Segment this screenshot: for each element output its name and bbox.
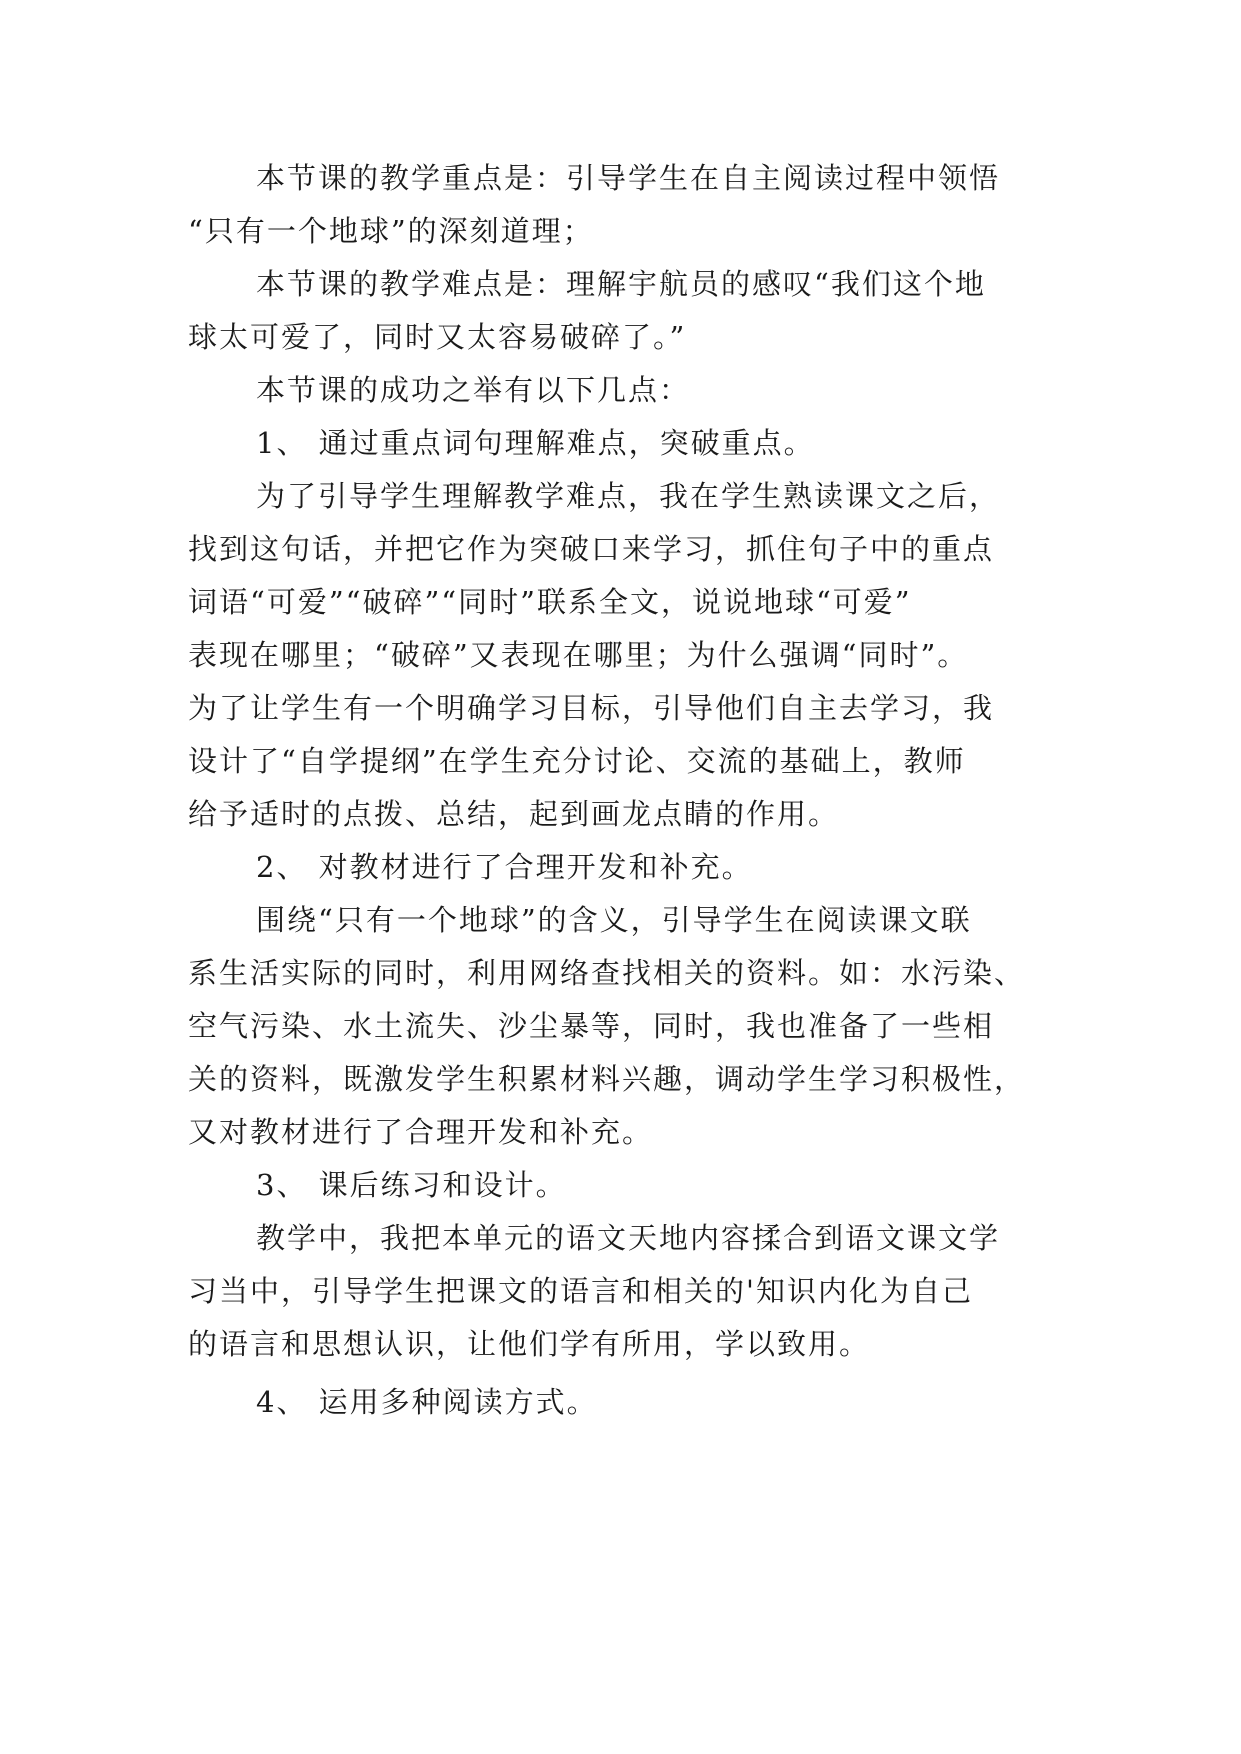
text-line: 关的资料，既激发学生积累材料兴趣，调动学生学习积极性，: [188, 1062, 1026, 1096]
text-line: 3、 课后练习和设计。: [256, 1168, 567, 1202]
text-line: 球太可爱了，同时又太容易破碎了。”: [188, 320, 687, 354]
text-line: 找到这句话，并把它作为突破口来学习，抓住句子中的重点: [188, 532, 995, 566]
text-line: 2、 对教材进行了合理开发和补充。: [256, 850, 753, 884]
text-line: 设计了“自学提纲”在学生充分讨论、交流的基础上，教师: [188, 744, 966, 778]
text-line: 为了引导学生理解教学难点，我在学生熟读课文之后，: [256, 479, 1001, 513]
text-line: 围绕“只有一个地球”的含义，引导学生在阅读课文联: [256, 903, 972, 937]
text-line: 又对教材进行了合理开发和补充。: [188, 1115, 654, 1149]
text-line: 本节课的成功之举有以下几点：: [256, 373, 691, 407]
text-line: 习当中，引导学生把课文的语言和相关的'知识内化为自己: [188, 1274, 973, 1308]
text-line: 给予适时的点拨、总结，起到画龙点睛的作用。: [188, 797, 840, 831]
text-line: 本节课的教学重点是：引导学生在自主阅读过程中领悟: [256, 161, 1001, 195]
text-line: “只有一个地球”的深刻道理；: [188, 214, 594, 248]
text-line: 表现在哪里；“破碎”又表现在哪里；为什么强调“同时”。: [188, 638, 969, 672]
text-line: 为了让学生有一个明确学习目标，引导他们自主去学习，我: [188, 691, 995, 725]
text-line: 词语“可爱”“破碎”“同时”联系全文，说说地球“可爱”: [188, 585, 912, 619]
text-line: 本节课的教学难点是：理解宇航员的感叹“我们这个地: [256, 267, 986, 301]
text-line: 系生活实际的同时，利用网络查找相关的资料。如：水污染、: [188, 956, 1026, 990]
text-line: 4、 运用多种阅读方式。: [256, 1385, 598, 1419]
text-line: 的语言和思想认识，让他们学有所用，学以致用。: [188, 1327, 871, 1361]
text-line: 空气污染、水土流失、沙尘暴等，同时，我也准备了一些相: [188, 1009, 995, 1043]
text-line: 1、 通过重点词句理解难点，突破重点。: [256, 426, 815, 460]
text-line: 教学中，我把本单元的语文天地内容揉合到语文课文学: [256, 1221, 1001, 1255]
